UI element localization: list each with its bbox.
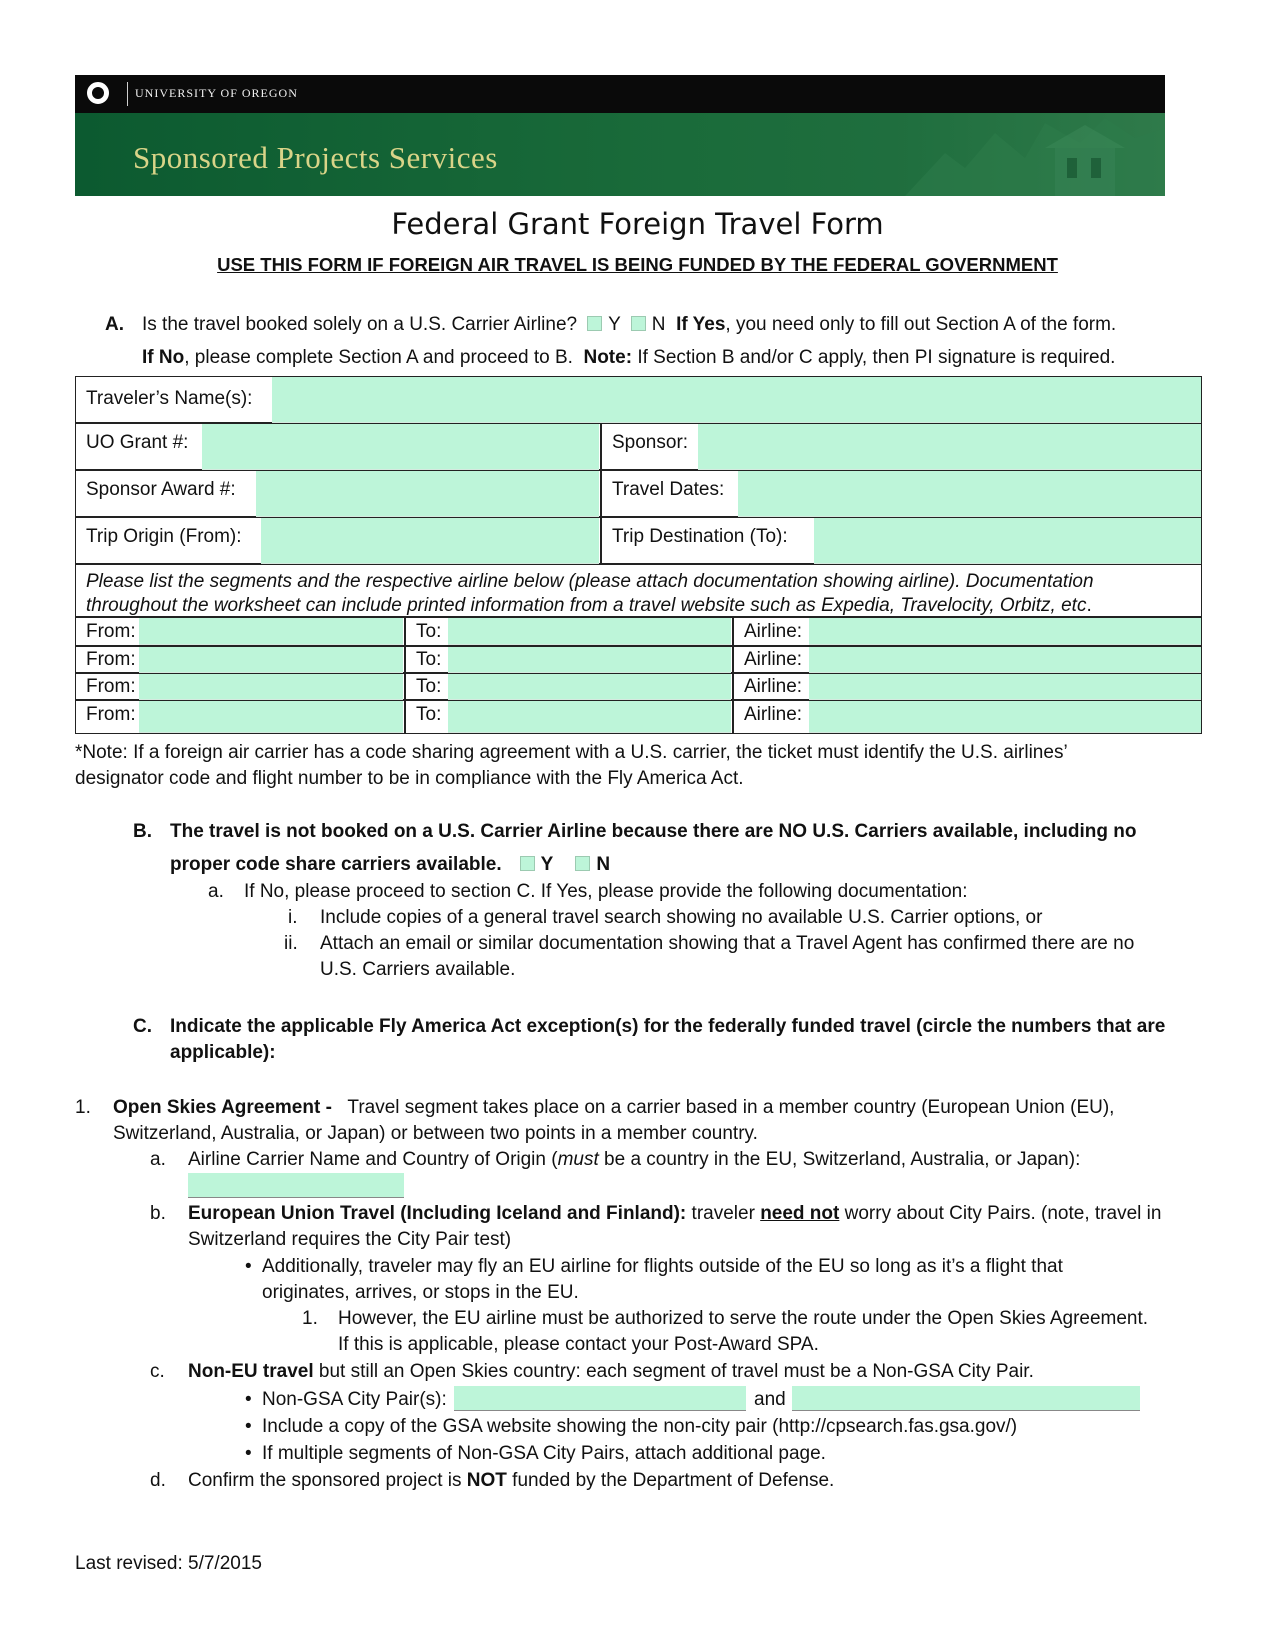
segment-airline-label: Airline: bbox=[744, 704, 803, 725]
segment-to-field[interactable] bbox=[448, 701, 731, 733]
segment-to-field[interactable] bbox=[448, 674, 731, 700]
trip-origin-field[interactable] bbox=[261, 518, 599, 564]
item1-b-marker: b. bbox=[150, 1203, 166, 1224]
item1-text2: Switzerland, Australia, or Japan) or between two points in a member country. bbox=[113, 1123, 758, 1144]
item1-sub1-line2: If this is applicable, please contact your Post-Award SPA. bbox=[338, 1334, 819, 1355]
segment-airline-field[interactable] bbox=[809, 647, 1201, 673]
item1-c-bullet2: Include a copy of the GSA website showing the non-city pair (http://cpsearch.fas.gsa.gov/) bbox=[262, 1416, 1018, 1437]
item1-c-line: Non-EU travel but still an Open Skies country: each segment of travel must be a Non-GSA City Pair. bbox=[188, 1361, 1034, 1382]
section-b-letter: B. bbox=[133, 821, 152, 842]
section-b-no-checkbox[interactable] bbox=[575, 856, 590, 871]
page-title: Federal Grant Foreign Travel Form bbox=[391, 207, 884, 241]
segment-airline-label: Airline: bbox=[744, 621, 803, 642]
item1-b-line2: Switzerland requires the City Pair test) bbox=[188, 1229, 512, 1250]
segment-airline-label: Airline: bbox=[744, 676, 803, 697]
open-skies-heading: Open Skies Agreement - bbox=[113, 1097, 332, 1118]
item1-a-line: Airline Carrier Name and Country of Origin (must be a country in the EU, Switzerland, Australia, or Japan): bbox=[188, 1149, 1081, 1170]
bullet-icon: • bbox=[245, 1256, 252, 1277]
segment-from-label: From: bbox=[86, 649, 136, 670]
segments-instruction-line2: throughout the worksheet can include printed information from a travel website such as Expedia, Travelocity, Orbitz, etc. bbox=[86, 595, 1092, 616]
item1-bullet1-line2: originates, arrives, or stops in the EU. bbox=[262, 1282, 579, 1303]
segment-from-field[interactable] bbox=[139, 701, 403, 733]
note-text: If Section B and/or C apply, then PI signature is required. bbox=[637, 347, 1116, 368]
segments-instruction-line1: Please list the segments and the respective airline below (please attach documentation showing airline). Documentation bbox=[86, 571, 1094, 592]
item1-line1 bbox=[113, 1096, 1114, 1120]
section-a-no-label: N bbox=[651, 314, 666, 335]
trip-destination-field[interactable] bbox=[814, 518, 1201, 564]
section-c-line2: applicable): bbox=[170, 1042, 276, 1063]
section-b-a-text: If No, please proceed to section C. If Yes, please provide the following documentation: bbox=[244, 881, 968, 902]
segment-to-field[interactable] bbox=[448, 647, 731, 673]
page-subtitle: USE THIS FORM IF FOREIGN AIR TRAVEL IS BEING FUNDED BY THE FEDERAL GOVERNMENT bbox=[217, 254, 1058, 275]
section-b-ii-text2: U.S. Carriers available. bbox=[320, 959, 516, 980]
city-pair-field-2[interactable] bbox=[792, 1386, 1140, 1411]
section-a-question: Is the travel booked solely on a U.S. Carrier Airline? bbox=[142, 314, 578, 335]
section-a-yes-checkbox[interactable] bbox=[587, 316, 602, 331]
section-b-i-marker: i. bbox=[288, 907, 298, 928]
banner-green-panel bbox=[75, 113, 1165, 196]
trip-origin-label: Trip Origin (From): bbox=[86, 526, 242, 547]
segment-airline-label: Airline: bbox=[744, 649, 803, 670]
section-c-letter: C. bbox=[133, 1016, 152, 1037]
travel-dates-field[interactable] bbox=[738, 471, 1201, 517]
header-banner bbox=[75, 75, 1165, 196]
section-c-line1: Indicate the applicable Fly America Act exception(s) for the federally funded travel (circle the numbers that are bbox=[170, 1016, 1166, 1037]
airline-carrier-field[interactable] bbox=[188, 1173, 404, 1198]
segment-from-label: From: bbox=[86, 621, 136, 642]
travel-info-form bbox=[75, 376, 1202, 734]
uo-grant-label: UO Grant #: bbox=[86, 432, 189, 453]
city-pair-field-1[interactable] bbox=[454, 1386, 746, 1411]
section-a-yes-label: Y bbox=[608, 314, 621, 335]
item1-d-line: Confirm the sponsored project is NOT funded by the Department of Defense. bbox=[188, 1470, 835, 1491]
uo-grant-field[interactable] bbox=[202, 424, 599, 470]
note-label: Note: bbox=[583, 347, 633, 368]
if-yes-text: , you need only to fill out Section A of the form. bbox=[725, 314, 1117, 335]
item1-sub1-line1: However, the EU airline must be authorized to serve the route under the Open Skies Agreement. bbox=[338, 1308, 1149, 1329]
non-gsa-city-pairs-label: Non-GSA City Pair(s): bbox=[262, 1389, 447, 1410]
department-name: Sponsored Projects Services bbox=[133, 140, 498, 175]
segment-from-field[interactable] bbox=[139, 674, 403, 700]
if-yes-label: If Yes bbox=[676, 314, 726, 335]
section-b-ii-text1: Attach an email or similar documentation showing that a Travel Agent has confirmed there are no bbox=[320, 933, 1135, 954]
section-a-if-no-line bbox=[142, 346, 1115, 370]
segment-airline-field[interactable] bbox=[809, 701, 1201, 733]
segment-airline-field[interactable] bbox=[809, 674, 1201, 700]
section-b-i-text: Include copies of a general travel search showing no available U.S. Carrier options, or bbox=[320, 907, 1043, 928]
code-share-note-line1: *Note: If a foreign air carrier has a code sharing agreement with a U.S. carrier, the ticket must identify the U.S. airlines’ bbox=[75, 742, 1068, 763]
segment-airline-field[interactable] bbox=[809, 618, 1201, 645]
segment-from-label: From: bbox=[86, 676, 136, 697]
travelers-name-label: Traveler’s Name(s): bbox=[86, 388, 253, 409]
section-b-no-label: N bbox=[596, 854, 611, 875]
code-share-note-line2: designator code and flight number to be in compliance with the Fly America Act. bbox=[75, 768, 744, 789]
sponsor-field[interactable] bbox=[698, 424, 1201, 470]
segment-from-field[interactable] bbox=[139, 618, 403, 645]
item1-text1: Travel segment takes place on a carrier based in a member country (European Union (EU), bbox=[347, 1097, 1115, 1118]
segment-to-field[interactable] bbox=[448, 618, 731, 645]
item1-sub1-marker: 1. bbox=[302, 1308, 318, 1329]
item1-c-marker: c. bbox=[150, 1361, 165, 1382]
segment-to-label: To: bbox=[416, 676, 442, 697]
section-a-letter: A. bbox=[105, 314, 124, 335]
section-b-line2 bbox=[170, 853, 610, 877]
if-no-label: If No bbox=[142, 347, 185, 368]
building-silhouette-icon bbox=[905, 113, 1165, 196]
section-b-line1: The travel is not booked on a U.S. Carrier Airline because there are NO U.S. Carriers available, including no bbox=[170, 821, 1137, 842]
section-b-yes-checkbox[interactable] bbox=[520, 856, 535, 871]
item1-a-marker: a. bbox=[150, 1149, 166, 1170]
last-revised: Last revised: 5/7/2015 bbox=[75, 1553, 262, 1574]
section-b-a-marker: a. bbox=[208, 881, 224, 902]
if-no-text: , please complete Section A and proceed to B. bbox=[184, 347, 573, 368]
item1-bullet1-line1: Additionally, traveler may fly an EU airline for flights outside of the EU so long as it’s a flight that bbox=[262, 1256, 1063, 1277]
uo-logo-icon bbox=[87, 82, 109, 104]
bullet-icon: • bbox=[245, 1443, 252, 1464]
item1-d-marker: d. bbox=[150, 1470, 166, 1491]
section-a-question-line bbox=[142, 313, 1116, 337]
trip-destination-label: Trip Destination (To): bbox=[612, 526, 788, 547]
segment-to-label: To: bbox=[416, 621, 442, 642]
travelers-name-field[interactable] bbox=[272, 377, 1201, 423]
item1-number: 1. bbox=[75, 1097, 91, 1118]
sponsor-label: Sponsor: bbox=[612, 432, 689, 453]
bullet-icon: • bbox=[245, 1389, 252, 1410]
university-name: UNIVERSITY OF OREGON bbox=[135, 86, 298, 100]
segment-from-label: From: bbox=[86, 704, 136, 725]
item1-b-line1: European Union Travel (Including Iceland and Finland): traveler need not worry about City Pairs. (note, travel in bbox=[188, 1203, 1162, 1224]
sponsor-award-label: Sponsor Award #: bbox=[86, 479, 236, 500]
bullet-icon: • bbox=[245, 1416, 252, 1437]
banner-top-bar bbox=[75, 75, 1165, 113]
city-pair-and: and bbox=[754, 1389, 786, 1410]
section-b-line2-text: proper code share carriers available. bbox=[170, 854, 502, 875]
segment-to-label: To: bbox=[416, 704, 442, 725]
item1-c-bullet3: If multiple segments of Non-GSA City Pairs, attach additional page. bbox=[262, 1443, 826, 1464]
segment-from-field[interactable] bbox=[139, 647, 403, 673]
logo-divider bbox=[127, 82, 128, 106]
travel-dates-label: Travel Dates: bbox=[612, 479, 725, 500]
section-a-no-checkbox[interactable] bbox=[631, 316, 646, 331]
sponsor-award-field[interactable] bbox=[256, 471, 599, 517]
segment-to-label: To: bbox=[416, 649, 442, 670]
section-b-ii-marker: ii. bbox=[284, 933, 298, 954]
section-b-yes-label: Y bbox=[540, 854, 554, 875]
